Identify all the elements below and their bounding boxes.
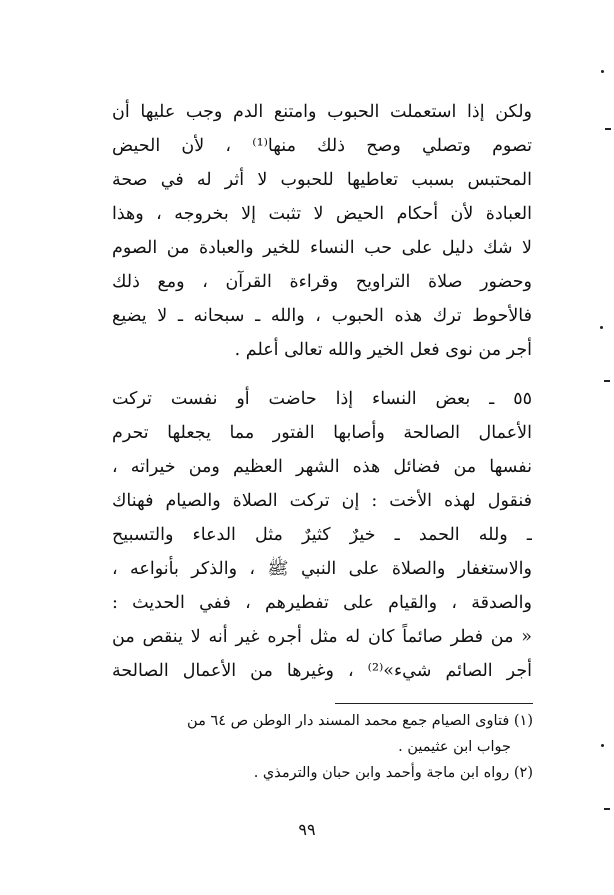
margin-mark [605, 128, 611, 130]
text-line: تصوم وتصلي وصح ذلك منها⁽¹⁾ ، لأن الحيض [112, 136, 532, 156]
margin-mark [604, 808, 610, 810]
margin-mark [601, 744, 604, 747]
margin-mark [604, 380, 610, 382]
text-line: فالأحوط ترك هذه الحبوب ، والله ـ سبحانه ـ لا يضيع [112, 306, 532, 326]
footnotes [125, 708, 533, 786]
paragraph-2 [112, 382, 532, 688]
text-line: نفسها من فضائل هذه الشهر العظيم ومن خيراته ، [112, 457, 532, 477]
footnote-2: (٢) رواه ابن ماجة وأحمد وابن حبان والترمذي . [253, 765, 533, 781]
text-line: فنقول لهذه الأخت : إن تركت الصلاة والصيام فهناك [112, 491, 532, 511]
text-line: أجر من نوى فعل الخير والله تعالى أعلم . [234, 340, 532, 360]
footnote-1: (١) فتاوى الصيام جمع محمد المسند دار الوطن ص ٦٤ من [187, 713, 533, 729]
text-line: وحضور صلاة التراويح وقراءة القرآن ، ومع ذلك [112, 272, 532, 292]
text-line: ولكن إذا استعملت الحبوب وامتنع الدم وجب عليها أن [112, 102, 532, 122]
margin-mark [601, 70, 604, 73]
text-line: ٥٥ ـ بعض النساء إذا حاضت أو نفست تركت [112, 389, 532, 409]
footnote-divider [335, 703, 533, 704]
paragraph-1 [112, 95, 532, 367]
page-number: ٩٩ [298, 820, 316, 839]
text-line: الأعمال الصالحة وأصابها الفتور مما يجعلها تحرم [112, 423, 532, 443]
text-line: « من فطر صائماً كان له مثل أجره غير أنه لا ينقص من [112, 627, 532, 647]
text-line: العبادة لأن أحكام الحيض لا تثبت إلا بخروجه ، وهذا [112, 204, 532, 224]
text-line: أجر الصائم شيء»⁽²⁾ ، وغيرها من الأعمال الصالحة [112, 661, 532, 681]
text-line: والصدقة ، والقيام على تفطيرهم ، ففي الحديث : [112, 593, 532, 613]
margin-mark [600, 326, 603, 329]
text-line: ـ ولله الحمد ـ خيرٌ كثيرٌ مثل الدعاء والتسبيح [112, 525, 532, 545]
text-line: المحتبس بسبب تعاطيها للحبوب لا أثر له في صحة [112, 170, 532, 190]
text-line: لا شك دليل على حب النساء للخير والعبادة من الصوم [112, 238, 532, 258]
footnote-1-continued: جواب ابن عثيمين . [398, 739, 511, 755]
text-line: والاستغفار والصلاة على النبي ﷺ ، والذكر بأنواعه ، [112, 559, 532, 579]
